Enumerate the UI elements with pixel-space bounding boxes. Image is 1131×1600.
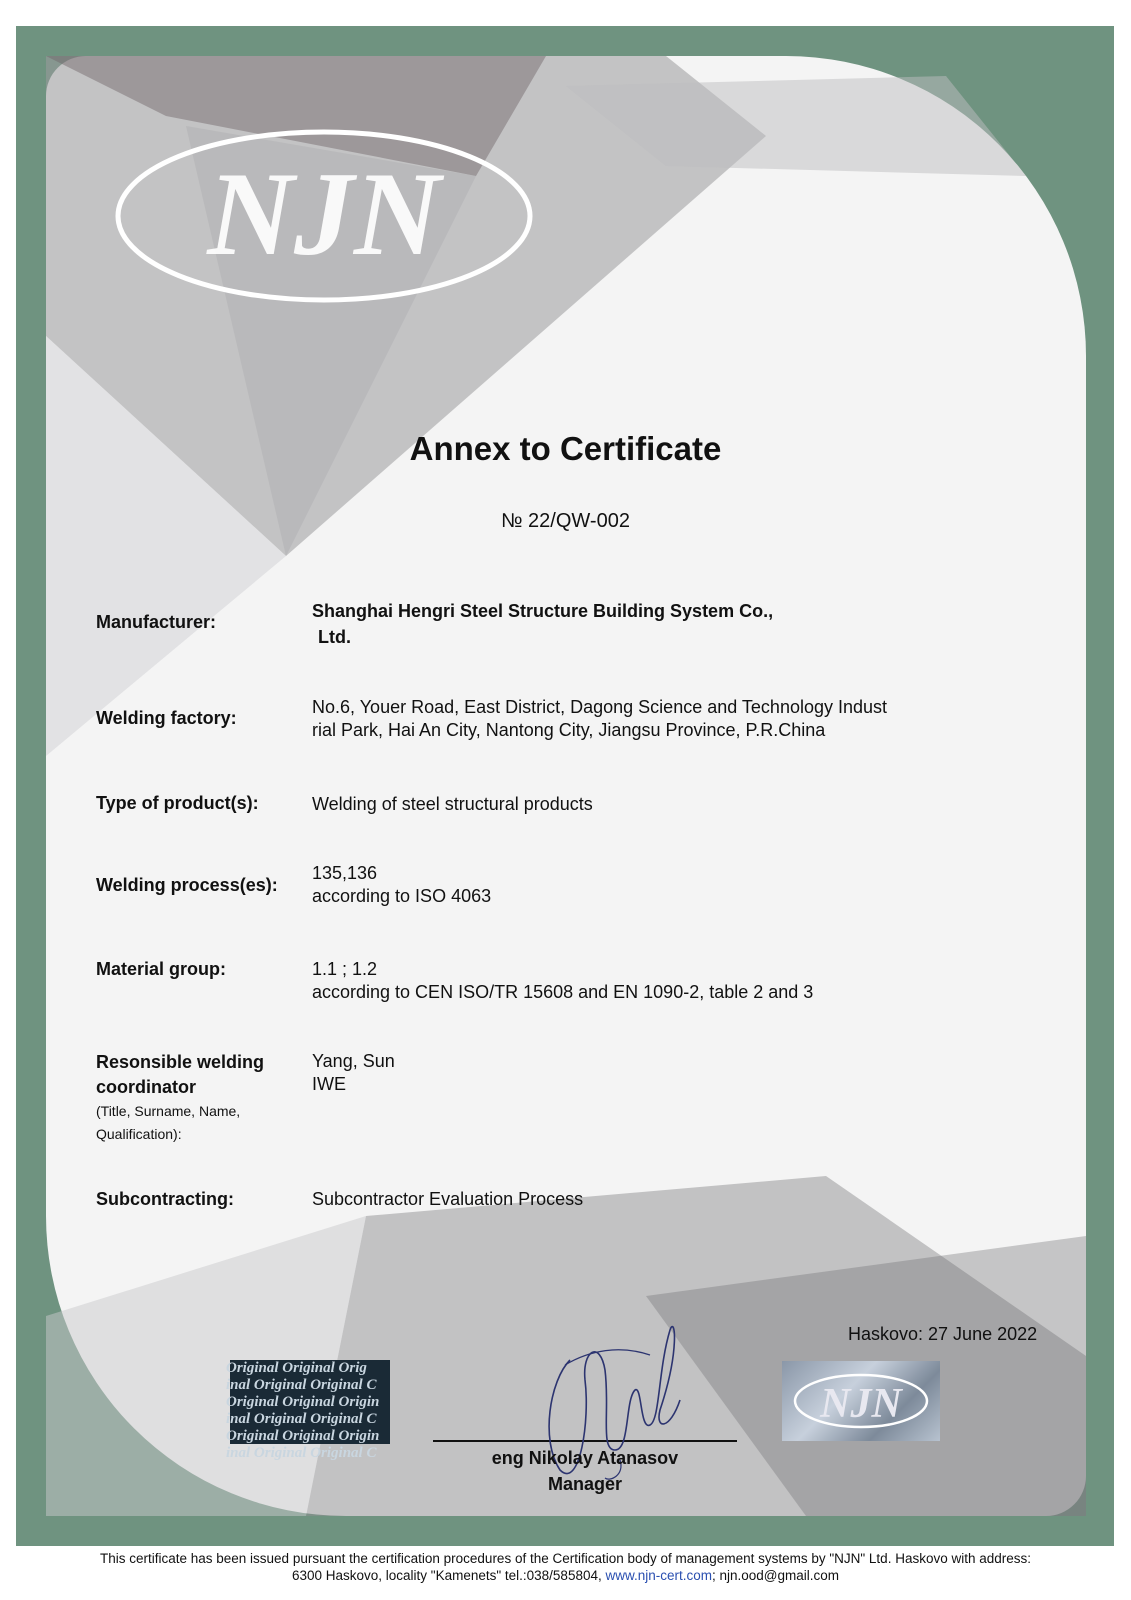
document-title: Annex to Certificate	[409, 430, 722, 467]
material-group-line-1: 1.1 ; 1.2	[312, 959, 378, 979]
hologram-seal	[782, 1361, 940, 1441]
manufacturer-label: Manufacturer:	[96, 612, 217, 632]
njn-logo	[108, 124, 540, 308]
coordinator-value	[312, 1050, 395, 1096]
certificate-number: № 22/QW-002	[501, 510, 630, 532]
product-type-value	[312, 793, 593, 816]
coordinator-label-line-2: coordinator	[96, 1077, 197, 1097]
material-group-value	[312, 958, 813, 1004]
stamp-line: Original Original Origin	[226, 1394, 380, 1410]
subcontracting-label: Subcontracting:	[96, 1189, 234, 1209]
coordinator-line-1: Yang, Sun	[312, 1051, 395, 1071]
signer-role: Manager	[547, 1474, 623, 1494]
stamp-line: inal Original Original C	[226, 1411, 377, 1427]
subcontracting-value	[312, 1188, 583, 1211]
subcontracting-line-1: Subcontractor Evaluation Process	[312, 1189, 584, 1209]
footer-email: ; njn.ood@gmail.com	[712, 1568, 840, 1583]
coordinator-label-line-1: Resonsible welding	[96, 1052, 265, 1072]
hologram-logo-icon	[782, 1361, 940, 1441]
original-stamp	[226, 1360, 390, 1461]
welding-factory-label: Welding factory:	[96, 708, 237, 728]
product-type-label: Type of product(s):	[96, 793, 259, 813]
manufacturer-line-2: Ltd.	[318, 627, 351, 647]
coordinator-line-2: IWE	[312, 1074, 346, 1094]
footer-notice	[0, 1550, 1131, 1584]
coordinator-label-note-2: Qualification):	[96, 1126, 182, 1142]
product-type-line-1: Welding of steel structural products	[312, 794, 593, 814]
signer-name: eng Nikolay Atanasov	[491, 1448, 679, 1468]
logo-lettering: NJN	[207, 147, 441, 280]
welding-process-line-2: according to ISO 4063	[312, 886, 492, 906]
welding-process-label: Welding process(es):	[96, 875, 278, 895]
stamp-line: Original Original Origin	[226, 1428, 380, 1444]
welding-factory-line-2: rial Park, Hai An City, Nantong City, Jiangsu Province, P.R.China	[312, 720, 826, 740]
stamp-line: inal Original Original C	[226, 1377, 377, 1393]
footer-address: 6300 Haskovo, locality "Kamenets" tel.:038/585804,	[291, 1568, 606, 1583]
welding-process-value	[312, 862, 491, 908]
welding-factory-value	[312, 696, 887, 742]
hologram-lettering: NJN	[820, 1381, 902, 1427]
coordinator-label-note-1: (Title, Surname, Name,	[96, 1103, 241, 1119]
footer-line-1: This certificate has been issued pursuant the certification procedures of the Certification body of management systems by "NJN" Ltd. Haskovo with address:	[99, 1551, 1032, 1566]
manufacturer-value	[312, 600, 773, 649]
place-and-date: Haskovo: 27 June 2022	[848, 1324, 1038, 1344]
welding-process-line-1: 135,136	[312, 863, 378, 883]
material-group-label: Material group:	[96, 959, 227, 979]
manufacturer-line-1: Shanghai Hengri Steel Structure Building System Co.,	[312, 601, 774, 621]
footer-line-2	[0, 1567, 1131, 1584]
stamp-line: Original Original Orig	[226, 1360, 367, 1376]
material-group-line-2: according to CEN ISO/TR 15608 and EN 1090-2, table 2 and 3	[312, 982, 814, 1002]
coordinator-label	[96, 1050, 264, 1146]
website-link[interactable]: www.njn-cert.com	[605, 1568, 713, 1583]
stamp-line: inal Original Original C	[226, 1445, 377, 1461]
welding-factory-line-1: No.6, Youer Road, East District, Dagong Science and Technology Indust	[312, 697, 888, 717]
